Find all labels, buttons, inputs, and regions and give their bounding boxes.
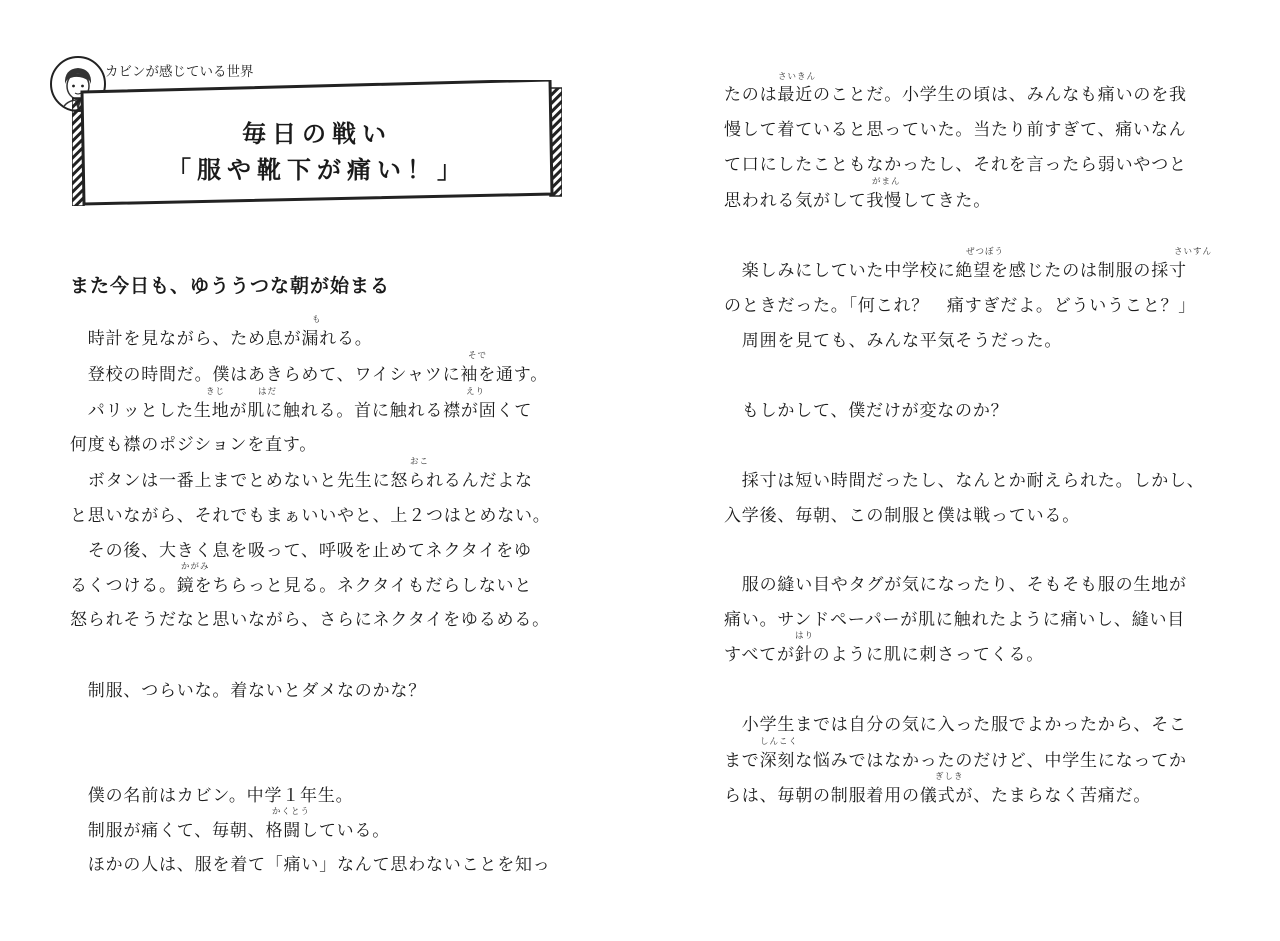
ruby-annotation: おこ xyxy=(410,457,430,467)
body-line: て口にしたこともなかったし、それを言ったら弱いやつと xyxy=(724,155,1187,175)
ruby-annotation: えり xyxy=(466,387,486,397)
body-line: ボタンは一番上までとめないと先生に怒られるんだよな xyxy=(70,471,533,491)
section-label: カビンが感じている世界 xyxy=(105,64,254,80)
ruby-annotation: きじ xyxy=(206,387,226,397)
body-line: 入学後、毎朝、この制服と僕は戦っている。 xyxy=(724,506,1080,526)
ruby-annotation: も xyxy=(312,315,322,325)
ruby-annotation: ぜつぼう xyxy=(966,247,1005,257)
body-line: 制服、つらいな。着ないとダメなのかな？ xyxy=(70,681,426,701)
body-line: 時計を見ながら、ため息が漏れる。 xyxy=(70,329,373,349)
ruby-annotation: そで xyxy=(468,351,488,361)
body-line: 思われる気がして我慢してきた。 xyxy=(724,191,991,211)
body-line: その後、大きく息を吸って、呼吸を止めてネクタイをゆ xyxy=(70,541,532,561)
body-line: 周囲を見ても、みんな平気そうだった。 xyxy=(724,331,1063,351)
body-line: と思いながら、それでもまぁいいやと、上２つはとめない。 xyxy=(70,506,551,526)
ruby-annotation: かがみ xyxy=(181,562,210,572)
body-line: 採寸は短い時間だったし、なんとか耐えられた。しかし、 xyxy=(724,471,1205,491)
body-line: 怒られそうだなと思いながら、さらにネクタイをゆるめる。 xyxy=(70,610,550,630)
body-line: 小学生までは自分の気に入った服でよかったから、そこ xyxy=(724,715,1187,735)
body-line: 登校の時間だ。僕はあきらめて、ワイシャツに袖を通す。 xyxy=(70,365,549,385)
body-line: るくつける。鏡をちらっと見る。ネクタイもだらしないと xyxy=(70,576,533,596)
body-line: すべてが針のように肌に刺さってくる。 xyxy=(724,645,1045,665)
body-line: ほかの人は、服を着て「痛い」なんて思わないことを知っ xyxy=(70,855,551,875)
body-line: 楽しみにしていた中学校に絶望を感じたのは制服の採寸 xyxy=(724,261,1187,281)
body-line: らは、毎朝の制服着用の儀式が、たまらなく苦痛だ。 xyxy=(724,786,1152,806)
title-line-2: 「服や靴下が痛い！」 xyxy=(167,156,467,184)
body-line: 僕の名前はカビン。中学１年生。 xyxy=(70,786,354,806)
ruby-annotation: さいきん xyxy=(778,72,817,82)
body-line: 服の縫い目やタグが気になったり、そもそも服の生地が xyxy=(724,575,1187,595)
right-page xyxy=(640,0,1280,941)
ruby-annotation: さいすん xyxy=(1174,247,1213,257)
title-line-1: 毎日の戦い xyxy=(242,120,392,148)
body-line: パリッとした生地が肌に触れる。首に触れる襟が固くて xyxy=(70,401,533,421)
body-line: たのは最近のことだ。小学生の頃は、みんなも痛いのを我 xyxy=(724,85,1187,105)
body-line: のときだった。「何これ？ 痛すぎだよ。どういうこと？」 xyxy=(724,296,1197,316)
ruby-annotation: かくとう xyxy=(272,807,311,817)
subheading: また今日も、ゆううつな朝が始まる xyxy=(70,275,391,297)
body-line: 制服が痛くて、毎朝、格闘している。 xyxy=(70,821,391,841)
ruby-annotation: ぎしき xyxy=(935,772,964,782)
title-box xyxy=(72,80,562,206)
body-line: 何度も襟のポジションを直す。 xyxy=(70,435,318,455)
body-line: 慢して着ていると思っていた。当たり前すぎて、痛いなん xyxy=(724,120,1187,140)
ruby-annotation: はり xyxy=(795,631,815,641)
body-line: まで深刻な悩みではなかったのだけど、中学生になってか xyxy=(724,751,1187,771)
body-line: 痛い。サンドペーパーが肌に触れたように痛いし、縫い目 xyxy=(724,610,1186,630)
ruby-annotation: はだ xyxy=(258,387,278,397)
body-line: もしかして、僕だけが変なのか？ xyxy=(724,401,1009,421)
ruby-annotation: がまん xyxy=(872,177,901,187)
ruby-annotation: しんこく xyxy=(760,737,799,747)
